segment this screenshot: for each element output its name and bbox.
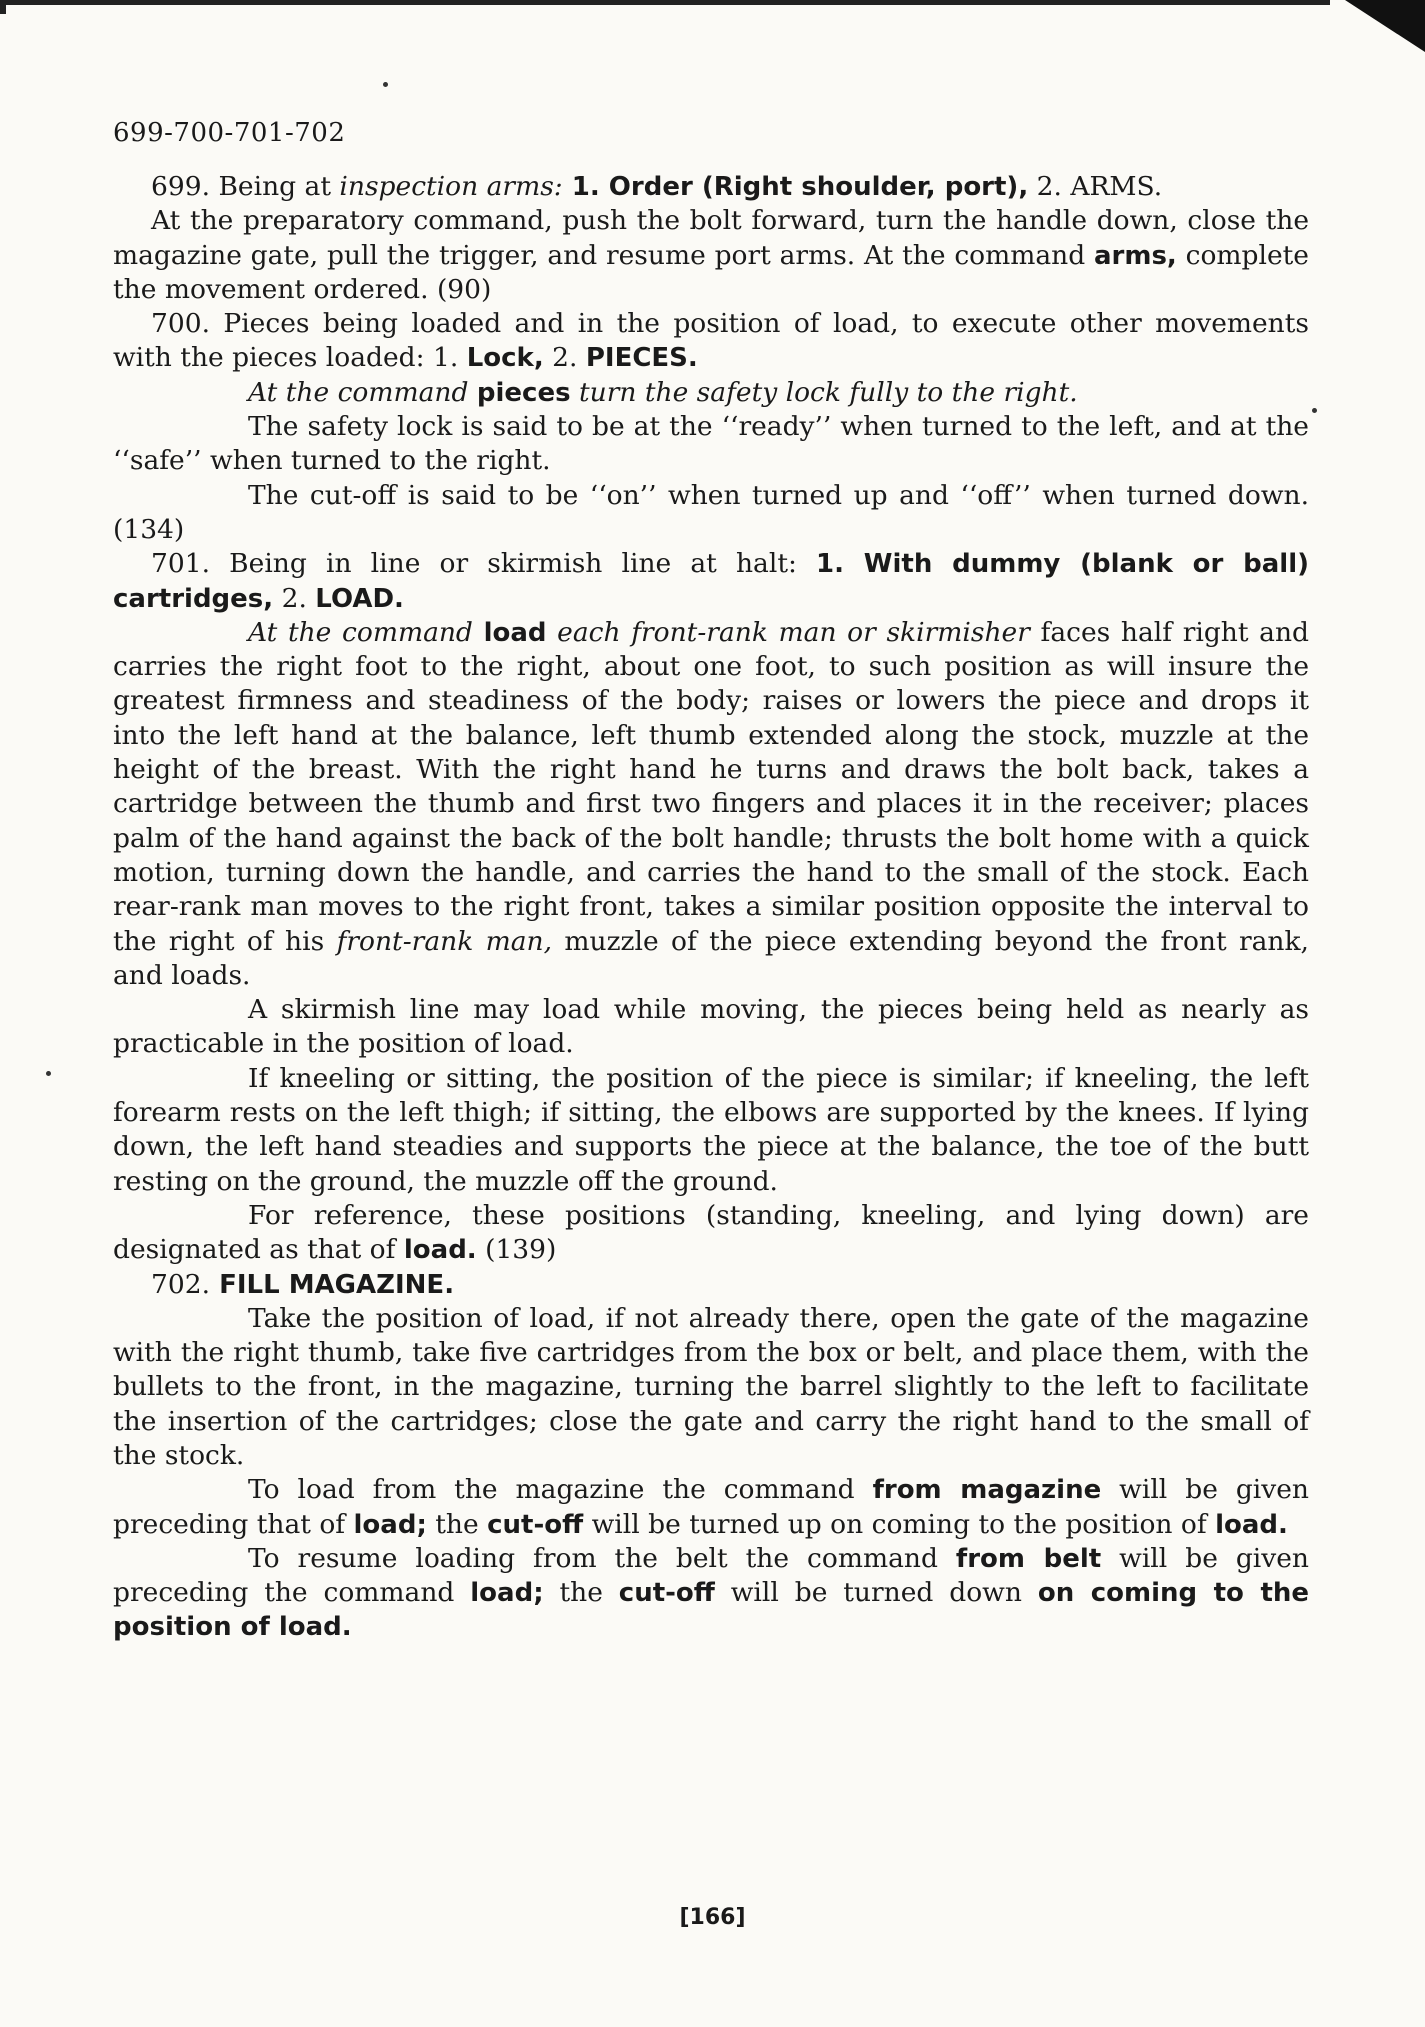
para-number: 701. bbox=[151, 548, 211, 580]
paragraph-700-c: The cut-off is said to be ‘‘on’’ when turned up and ‘‘off’’ when turned down. (134) bbox=[113, 479, 1309, 545]
paragraph-701-d: For reference, these positions (standing, kneeling, and lying down) are designated as that of load. (139) bbox=[113, 1199, 1309, 1266]
scan-speck bbox=[1312, 408, 1317, 413]
paragraph-700-b: The safety lock is said to be at the ‘‘ready’’ when turned to the left, and at the ‘‘safe’’ when turned to the right. bbox=[113, 411, 1309, 477]
scan-corner-mark bbox=[1345, 0, 1425, 52]
document-page bbox=[113, 110, 1309, 1645]
paragraph-701-b: A skirmish line may load while moving, the pieces being held as nearly as practicable in the position of load. bbox=[113, 994, 1309, 1060]
paragraph-700-a: At the command pieces turn the safety lock fully to the right. bbox=[248, 376, 1078, 408]
paragraph-701-a: At the command load each front-rank man or skirmisher faces half right and carries the right foot to the right, about one foot, to such position as will insure the greatest firmness and steadiness of the body; raises or lowers the piece and drops it into the left hand at the balance, left thumb extended along the stock, muzzle at the height of the breast. With the right hand he turns and draws the bolt back, takes a cartridge between the thumb and first two fingers and places it in the receiver; places palm of the hand against the back of the bolt handle; thrusts the bolt home with a quick motion, turning down the handle, and carries the hand to the small of the stock. Each rear-rank man moves to the right front, takes a similar position opposite the interval to the right of his front-rank man, muzzle of the piece extending beyond the front rank, and loads. bbox=[113, 616, 1310, 991]
paragraph-701: 701. Being in line or skirmish line at halt: 1. With dummy (blank or ball) cartridges, 2. LOAD. bbox=[113, 548, 1309, 614]
scan-speck bbox=[46, 1071, 51, 1076]
page-number: [166] bbox=[679, 1905, 746, 1930]
scan-border-top bbox=[0, 0, 1330, 5]
para-number: 699. bbox=[151, 171, 211, 202]
para-number: 700. bbox=[151, 308, 211, 340]
scan-speck bbox=[383, 82, 388, 87]
paragraph-699: 699. Being at inspection arms: 1. Order (Right shoulder, port), 2. ARMS. bbox=[151, 171, 1163, 202]
paragraph-702-b: To load from the magazine the command from magazine will be given preceding that of load; the cut-off will be turned up on coming to the position of load. bbox=[113, 1474, 1309, 1540]
paragraph-702-c: To resume loading from the belt the command from belt will be given preceding the command load; the cut-off will be turned down on coming to the position of load. bbox=[113, 1542, 1310, 1643]
para-number: 702. bbox=[151, 1268, 211, 1300]
paragraph-699-body: At the preparatory command, push the bolt forward, turn the handle down, close the magazine gate, pull the trigger, and resume port arms. At the command arms, complete the movement ordered. (90) bbox=[113, 205, 1309, 305]
paragraph-701-c: If kneeling or sitting, the position of the piece is similar; if kneeling, the left forearm rests on the left thigh; if sitting, the elbows are supported by the knees. If lying down, the left hand steadies and supports the piece at the balance, the toe of the butt resting on the ground, the muzzle off the ground. bbox=[113, 1062, 1309, 1197]
paragraph-702: 702. FILL MAGAZINE. bbox=[151, 1268, 455, 1300]
paragraph-702-a: Take the position of load, if not already there, open the gate of the magazine with the right thumb, take five cartridges from the box or belt, and place them, with the bullets to the front, in the magazine, turning the barrel slightly to the left to facilitate the insertion of the cartridges; close the gate and carry the right hand to the small of the stock. bbox=[113, 1302, 1309, 1471]
scan-border-mark bbox=[0, 0, 6, 14]
paragraph-700: 700. Pieces being loaded and in the position of load, to execute other movements with the pieces loaded: 1. Lock, 2. PIECES. bbox=[113, 308, 1309, 374]
running-head: 699-700-701-702 bbox=[113, 118, 346, 148]
